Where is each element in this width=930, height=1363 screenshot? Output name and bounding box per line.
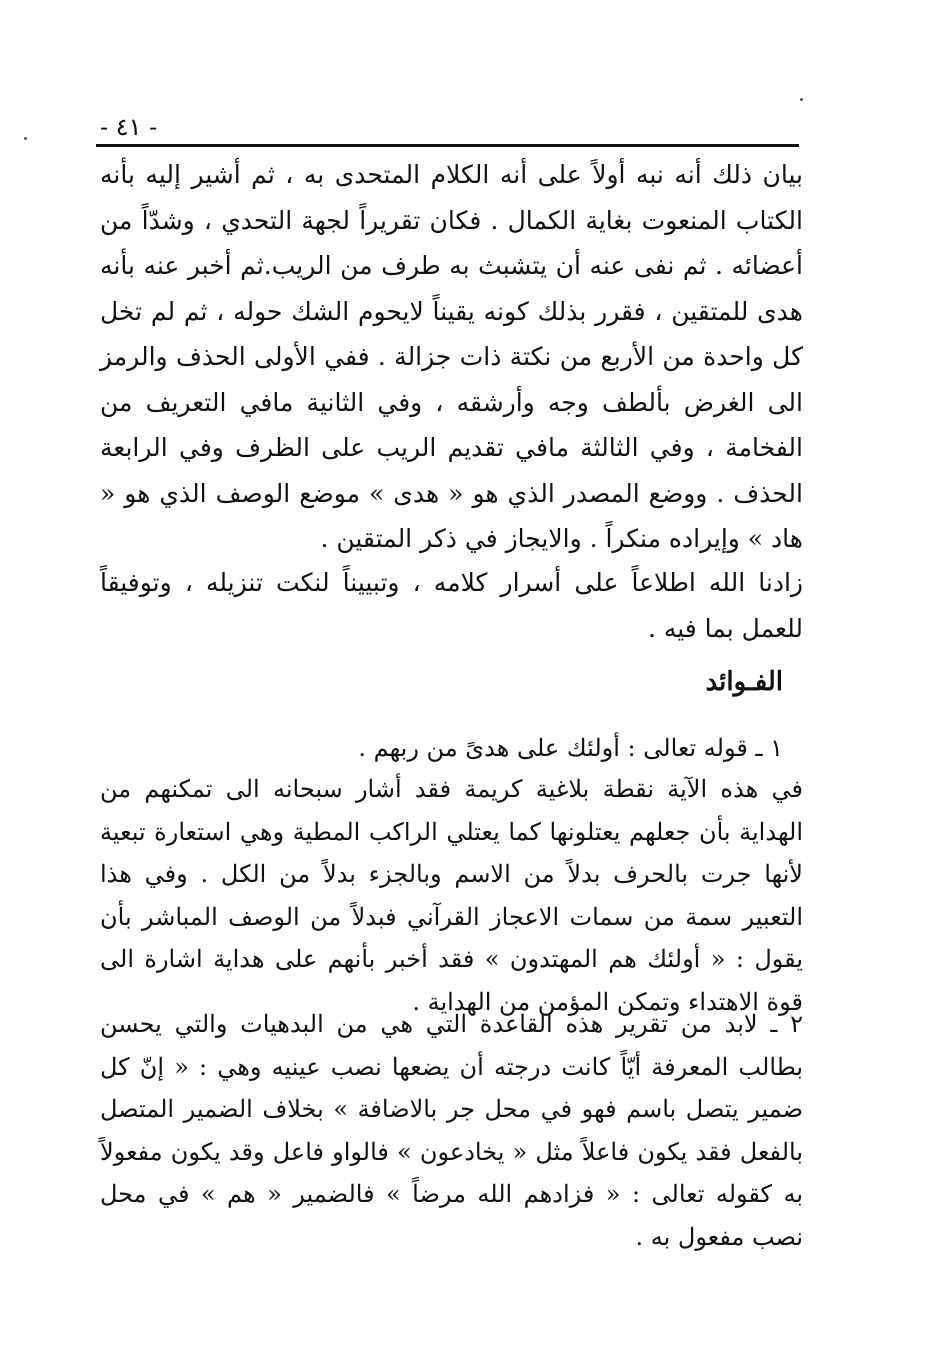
benefit-1-title: ١ ـ قوله تعالى : أولئك على هدىً من ربهم .: [358, 734, 783, 762]
closing-prayer-paragraph: [100, 560, 803, 656]
margin-speck: [800, 98, 803, 101]
benefits-heading: الفـوائد: [705, 667, 783, 697]
margin-speck: [24, 137, 27, 140]
intro-paragraph: [100, 152, 803, 552]
closing-prayer-text: زادنا الله اطلاعاً على أسرار كلامه ، وتبييناً لنكت تنزيله ، وتوفيقاً للعمل بما فيه .: [100, 568, 803, 643]
header-rule: [96, 144, 799, 147]
benefit-2-paragraph: [100, 1003, 803, 1258]
benefit-1-paragraph: [100, 768, 803, 1023]
intro-text: بيان ذلك أنه نبه أولاً على أنه الكلام المتحدى به ، ثم أشير إليه بأنه الكتاب المنعوت بغاية الكمال . فكان تقريراً لجهة التحدي ، وشدّاً من أعضائه . ثم نفى عنه أن يتشبث به طرف من الريب.ثم أخبر عنه بأنه هدى للمتقين ، فقرر بذلك كونه يقيناً لايحوم الشك حوله ، ثم لم تخل كل واحدة من الأربع من نكتة ذات جزالة . ففي الأولى الحذف والرمز الى الغرض بألطف وجه وأرشقه ، وفي الثانية مافي التعريف من الفخامة ، وفي الثالثة مافي تقديم الريب على الظرف وفي الرابعة الحذف . ووضع المصدر الذي هو « هدى » موضع الوصف الذي هو « هاد » وإيراده منكراً . والايجاز في ذكر المتقين .: [100, 160, 803, 553]
page-number: - ٤١ -: [100, 113, 158, 141]
benefit-2-text: ٢ ـ لابد من تقرير هذه القاعدة التي هي من البدهيات والتي يحسن بطالب المعرفة أيّاً كانت درجته أن يضعها نصب عينيه وهي : « إنّ كل ضمير يتصل باسم فهو في محل جر بالاضافة » بخلاف الضمير المتصل بالفعل فقد يكون فاعلاً مثل « يخادعون » فالواو فاعل وقد يكون مفعولاً به كقوله تعالى : « فزادهم الله مرضاً » فالضمير « هم » في محل نصب مفعول به .: [100, 1010, 803, 1251]
benefit-1-text: في هذه الآية نقطة بلاغية كريمة فقد أشار سبحانه الى تمكنهم من الهداية بأن جعلهم يعتلونها كما يعتلي الراكب المطية وهي استعارة تبعية لأنها جرت بالحرف بدلاً من الاسم وبالجزء بدلاً من الكل . وفي هذا التعبير سمة من سمات الاعجاز القرآني فبدلاً من الوصف المباشر بأن يقول : « أولئك هم المهتدون » فقد أخبر بأنهم على هداية اشارة الى قوة الاهتداء وتمكن المؤمن من الهداية .: [100, 775, 803, 1016]
